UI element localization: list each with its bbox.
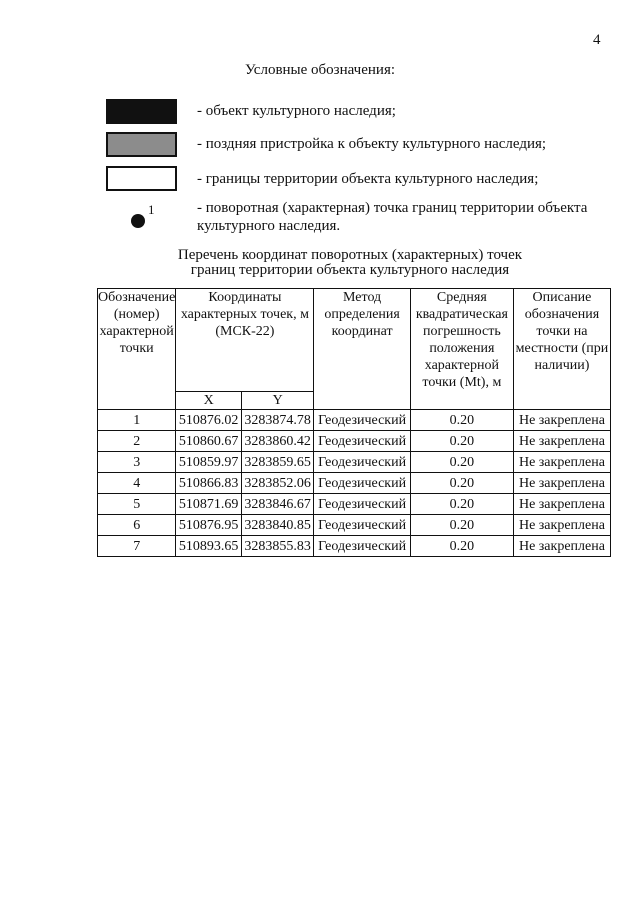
cell-x: 510871.69 xyxy=(176,494,242,515)
header-coordinates: Координаты характерных точек, м (МСК-22) xyxy=(176,289,314,392)
table-row xyxy=(98,536,611,557)
cell-x: 510876.95 xyxy=(176,515,242,536)
legend-item-turning-point: - поворотная (характерная) точка границ территории объекта культурного наследия. xyxy=(197,200,588,234)
cell-method: Геодезический xyxy=(314,452,410,473)
cell-error: 0.20 xyxy=(410,473,513,494)
cell-error: 0.20 xyxy=(410,452,513,473)
header-designation: Обозначение (номер) характерной точки xyxy=(98,289,176,410)
cell-point-number: 3 xyxy=(98,452,176,473)
table-title xyxy=(0,248,640,278)
header-error: Средняя квадратическая погрешность положения характерной точки (Mt), м xyxy=(410,289,513,410)
cell-y: 3283855.83 xyxy=(241,536,314,557)
territory-boundary-swatch-icon xyxy=(106,166,177,191)
cell-description: Не закреплена xyxy=(513,515,610,536)
cell-point-number: 2 xyxy=(98,431,176,452)
cell-y: 3283840.85 xyxy=(241,515,314,536)
cell-point-number: 5 xyxy=(98,494,176,515)
table-title-line-1: Перечень координат поворотных (характерных) точек xyxy=(177,247,523,263)
cell-y: 3283846.67 xyxy=(241,494,314,515)
cell-x: 510893.65 xyxy=(176,536,242,557)
cell-x: 510866.83 xyxy=(176,473,242,494)
legend-item-boundary: - границы территории объекта культурного наследия; xyxy=(197,171,539,187)
cell-description: Не закреплена xyxy=(513,410,610,431)
table-title-line-2: границ территории объекта культурного наследия xyxy=(190,262,510,278)
cell-y: 3283860.42 xyxy=(241,431,314,452)
cell-point-number: 1 xyxy=(98,410,176,431)
turning-point-dot-icon xyxy=(131,214,145,228)
header-method: Метод определения координат xyxy=(314,289,410,410)
cell-point-number: 4 xyxy=(98,473,176,494)
table-row xyxy=(98,473,611,494)
cell-description: Не закреплена xyxy=(513,452,610,473)
legend-title: Условные обозначения: xyxy=(244,62,396,78)
late-addition-swatch-icon xyxy=(106,132,177,157)
cell-method: Геодезический xyxy=(314,473,410,494)
header-description: Описание обозначения точки на местности (при наличии) xyxy=(513,289,610,410)
cell-method: Геодезический xyxy=(314,536,410,557)
table-row xyxy=(98,515,611,536)
cell-error: 0.20 xyxy=(410,515,513,536)
cell-y: 3283874.78 xyxy=(241,410,314,431)
cell-description: Не закреплена xyxy=(513,431,610,452)
cell-method: Геодезический xyxy=(314,494,410,515)
cell-error: 0.20 xyxy=(410,536,513,557)
cell-point-number: 7 xyxy=(98,536,176,557)
cell-y: 3283859.65 xyxy=(241,452,314,473)
cell-method: Геодезический xyxy=(314,515,410,536)
cell-y: 3283852.06 xyxy=(241,473,314,494)
cell-x: 510859.97 xyxy=(176,452,242,473)
turning-point-dot-label: 1 xyxy=(148,202,155,217)
cell-description: Не закреплена xyxy=(513,473,610,494)
header-y: Y xyxy=(241,392,314,410)
table-row xyxy=(98,431,611,452)
table-row xyxy=(98,494,611,515)
cell-x: 510860.67 xyxy=(176,431,242,452)
legend-item-object: - объект культурного наследия; xyxy=(197,103,396,119)
cell-method: Геодезический xyxy=(314,410,410,431)
cell-error: 0.20 xyxy=(410,431,513,452)
table-row xyxy=(98,410,611,431)
cell-error: 0.20 xyxy=(410,410,513,431)
cultural-heritage-object-swatch-icon xyxy=(106,99,177,124)
cell-x: 510876.02 xyxy=(176,410,242,431)
cell-description: Не закреплена xyxy=(513,536,610,557)
cell-description: Не закреплена xyxy=(513,494,610,515)
coordinates-table xyxy=(97,288,611,557)
cell-method: Геодезический xyxy=(314,431,410,452)
cell-point-number: 6 xyxy=(98,515,176,536)
table-row xyxy=(98,452,611,473)
page-number: 4 xyxy=(593,32,601,48)
legend-item-addition: - поздняя пристройка к объекту культурного наследия; xyxy=(197,136,547,152)
header-x: X xyxy=(176,392,242,410)
cell-error: 0.20 xyxy=(410,494,513,515)
